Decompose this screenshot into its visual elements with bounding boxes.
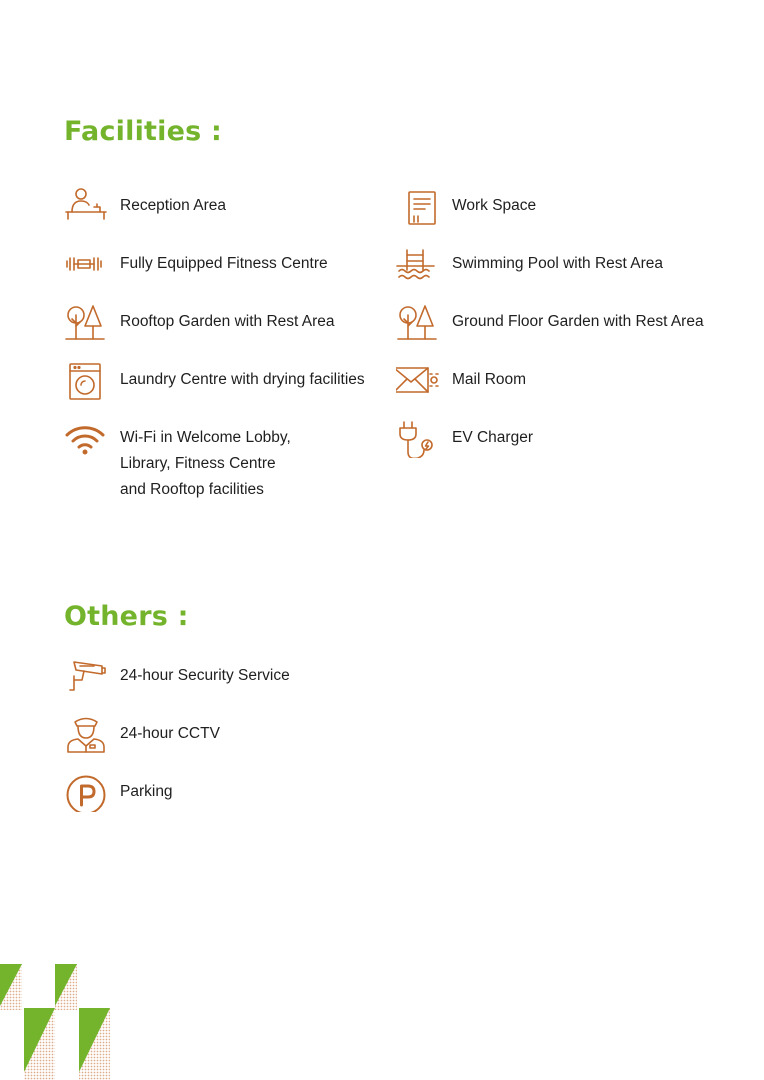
decorative-corner-graphic (0, 960, 120, 1080)
facility-item-fitness (64, 244, 328, 284)
facility-item-laundry (64, 360, 365, 400)
fitness-dumbbell-icon (64, 244, 108, 284)
facility-label: Mail Room (452, 371, 527, 388)
ev-charger-icon (396, 418, 440, 458)
facility-label: Ground Floor Garden with Rest Area (452, 313, 704, 330)
facility-label-line: and Rooftop facilities (120, 481, 264, 498)
security-guard-icon (64, 714, 108, 754)
others-heading: Others : (64, 601, 189, 632)
facility-label: Swimming Pool with Rest Area (452, 255, 664, 272)
facility-item-reception (64, 186, 226, 226)
swimming-pool-icon (396, 244, 440, 284)
work-space-icon (396, 186, 440, 226)
facility-label: Laundry Centre with drying facilities (120, 371, 365, 388)
facility-label: Fully Equipped Fitness Centre (120, 255, 328, 272)
facility-label: Rooftop Garden with Rest Area (120, 313, 335, 330)
garden-icon (396, 302, 440, 342)
parking-icon (64, 772, 108, 812)
security-camera-icon (64, 656, 108, 696)
facilities-heading: Facilities : (64, 116, 222, 147)
facility-item-ground-floor-garden (396, 302, 704, 342)
wifi-icon (64, 418, 108, 458)
facility-item-rooftop-garden (64, 302, 335, 342)
facility-label-multiline (120, 418, 291, 503)
facility-label-line: Wi-Fi in Welcome Lobby, (120, 429, 291, 446)
facility-item-ev-charger (396, 418, 533, 458)
other-label: 24-hour CCTV (120, 725, 220, 742)
facility-label: EV Charger (452, 429, 533, 446)
facility-label: Reception Area (120, 197, 226, 214)
other-label: Parking (120, 783, 173, 800)
facility-item-swimming-pool (396, 244, 663, 284)
reception-icon (64, 186, 108, 226)
facility-label: Work Space (452, 197, 537, 214)
other-label: 24-hour Security Service (120, 667, 290, 684)
mail-icon (396, 360, 440, 400)
other-item-parking (64, 772, 173, 812)
laundry-washer-icon (64, 360, 108, 400)
other-item-cctv (64, 714, 220, 754)
facility-item-mail-room (396, 360, 526, 400)
facility-label-line: Library, Fitness Centre (120, 455, 276, 472)
other-item-security-service (64, 656, 290, 696)
facility-item-work-space (396, 186, 536, 226)
garden-icon (64, 302, 108, 342)
facility-item-wifi (64, 418, 291, 503)
